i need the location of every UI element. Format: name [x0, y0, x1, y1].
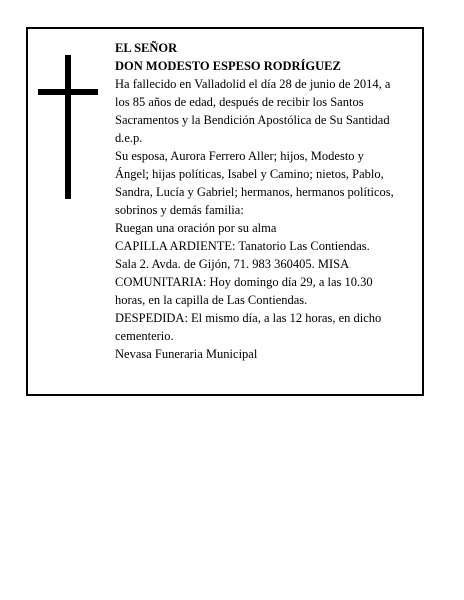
notice-line: COMUNITARIA: Hoy domingo día 29, a las 10.30 [115, 275, 373, 289]
notice-line: d.e.p. [115, 131, 143, 145]
obituary-notice [26, 27, 424, 396]
notice-line: sobrinos y demás familia: [115, 203, 244, 217]
notice-line: Su esposa, Aurora Ferrero Aller; hijos, Modesto y [115, 149, 364, 163]
notice-line: horas, en la capilla de Las Contiendas. [115, 293, 308, 307]
notice-line: CAPILLA ARDIENTE: Tanatorio Las Contiendas. [115, 239, 370, 253]
title-line: EL SEÑOR [115, 41, 178, 55]
notice-line: DESPEDIDA: El mismo día, a las 12 horas, en dicho [115, 311, 382, 325]
funeral-home: Nevasa Funeraria Municipal [115, 347, 258, 361]
notice-line: Sala 2. Avda. de Gijón, 71. 983 360405. MISA [115, 257, 350, 271]
notice-line: Ruegan una oración por su alma [115, 221, 277, 235]
cross-horizontal-bar [38, 89, 98, 95]
notice-text [115, 39, 421, 363]
cross-vertical-bar [65, 55, 71, 199]
notice-line: Ha fallecido en Valladolid el día 28 de junio de 2014, a [115, 77, 391, 91]
notice-line: cementerio. [115, 329, 174, 343]
cross-icon [38, 55, 98, 199]
notice-line: Sandra, Lucía y Gabriel; hermanos, hermanos políticos, [115, 185, 394, 199]
notice-line: Sacramentos y la Bendición Apostólica de Su Santidad [115, 113, 390, 127]
deceased-name: DON MODESTO ESPESO RODRÍGUEZ [115, 59, 341, 73]
notice-line: los 85 años de edad, después de recibir los Santos [115, 95, 364, 109]
notice-line: Ángel; hijas políticas, Isabel y Camino; nietos, Pablo, [115, 167, 384, 181]
